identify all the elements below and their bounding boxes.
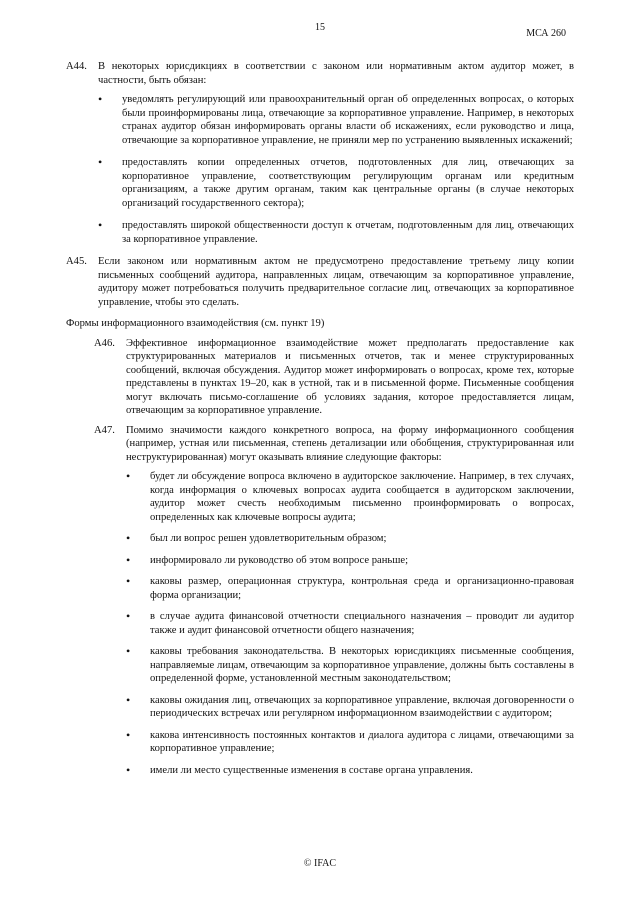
paragraph-text: В некоторых юрисдикциях в соответствии с законом или нормативным актом аудитор может, в частности, быть обязан: bbox=[98, 61, 574, 86]
list-item-text: предоставлять копии определенных отчетов, подготовленных для лиц, отвечающих за корпоративное управление, соответствующим регулирующим органам или кредитным организациям, а также другим органам, таким как центральные органы (в случае некоторых организаций государственного сектора); bbox=[122, 157, 574, 209]
list-item bbox=[124, 645, 574, 686]
paragraph-a45 bbox=[66, 255, 574, 309]
list-item bbox=[124, 764, 574, 778]
list-item bbox=[124, 575, 574, 602]
list-item-text: был ли вопрос решен удовлетворительным образом; bbox=[150, 533, 387, 544]
page-number: 15 bbox=[315, 22, 325, 33]
a47-bullet-list bbox=[124, 470, 574, 777]
bullet-icon: • bbox=[98, 218, 103, 232]
bullet-icon: • bbox=[126, 574, 131, 588]
bullet-icon: • bbox=[126, 552, 131, 567]
list-item-text: предоставлять широкой общественности доступ к отчетам, подготовленным для лиц, отвечающих за корпоративное управление. bbox=[122, 220, 574, 245]
list-item-text: каковы размер, операционная структура, контрольная среда и организационно-правовая форма организации; bbox=[150, 576, 574, 601]
page-content bbox=[66, 60, 574, 785]
bullet-icon: • bbox=[126, 692, 131, 707]
list-item bbox=[96, 219, 574, 246]
bullet-icon: • bbox=[126, 727, 131, 742]
list-item-text: информировало ли руководство об этом вопросе раньше; bbox=[150, 554, 409, 566]
paragraph-number: A47. bbox=[94, 424, 115, 436]
list-item-text: каковы ожидания лиц, отвечающих за корпоративное управление, включая договоренности о периодических встречах или регулярном информационном взаимодействии с аудитором; bbox=[150, 694, 574, 719]
paragraph-a47 bbox=[94, 424, 574, 465]
paragraph-text: Помимо значимости каждого конкретного вопроса, на форму информационного сообщения (например, устная или письменная, степень детализации или обобщения, структурированная или неструктурированная) могут оказывать влияние следующие факторы: bbox=[126, 424, 574, 463]
list-item-text: какова интенсивность постоянных контактов и диалога аудитора с лицами, отвечающими за корпоративное управление; bbox=[150, 729, 574, 754]
list-item bbox=[124, 694, 574, 721]
list-item bbox=[124, 610, 574, 637]
document-code: МСА 260 bbox=[526, 28, 566, 39]
bullet-icon: • bbox=[126, 762, 131, 777]
list-item bbox=[96, 93, 574, 147]
list-item bbox=[124, 729, 574, 756]
list-item-text: будет ли обсуждение вопроса включено в аудиторское заключение. Например, в тех случаях, когда информация о ключевых вопросах аудита сообщается в аудиторском заключении, аудитор может счесть необходимым письменно проинформировать о вопросах, определенных как ключевые вопросы аудита; bbox=[150, 471, 574, 523]
list-item bbox=[124, 470, 574, 524]
list-item-text: в случае аудита финансовой отчетности специального назначения – проводит ли аудитор также и аудит финансовой отчетности общего назначения; bbox=[150, 611, 574, 636]
list-item-text: уведомлять регулирующий или правоохранительный орган об определенных вопросах, о которых были проинформированы лица, отвечающие за корпоративное управление. Например, в некоторых странах аудитор обязан информировать органы власти об искажениях, если руководство и лица, отвечающие за корпоративное управление, не приняли мер по устранению выявленных искажений; bbox=[122, 94, 574, 146]
bullet-icon: • bbox=[126, 644, 131, 658]
section-heading: Формы информационного взаимодействия (см. пункт 19) bbox=[66, 318, 325, 329]
bullet-icon: • bbox=[126, 609, 131, 623]
list-item bbox=[124, 554, 574, 568]
paragraph-number: A46. bbox=[94, 337, 115, 349]
paragraph-number: A45. bbox=[66, 256, 87, 267]
list-item-text: имели ли место существенные изменения в составе органа управления. bbox=[150, 764, 473, 776]
bullet-icon: • bbox=[98, 92, 103, 106]
list-item-text: каковы требования законодательства. В некоторых юрисдикциях письменные сообщения, направляемые лицам, отвечающим за корпоративное управление, должны быть составлены в определенной форме, установленной местным законодательством; bbox=[150, 646, 574, 684]
paragraph-text: Эффективное информационное взаимодействие может предполагать предоставление как структурированных материалов и письменных отчетов, так и менее структурированных сообщений, включая обсуждения. Аудитор может информировать о вопросах, кроме тех, которые представлены в пунктах 19–20, как в устной, так и в письменной форме. Письменные сообщения могут включать письмо-соглашение об условиях задания, которое предоставляется лицам, отвечающим за корпоративное управление. bbox=[126, 337, 574, 416]
bullet-icon: • bbox=[126, 531, 131, 545]
paragraph-a44 bbox=[66, 60, 574, 87]
copyright-footer: © IFAC bbox=[303, 858, 337, 869]
a44-bullet-list bbox=[96, 93, 574, 246]
bullet-icon: • bbox=[98, 155, 103, 169]
bullet-icon: • bbox=[126, 469, 131, 483]
paragraph-text: Если законом или нормативным актом не предусмотрено предоставление третьему лицу копии письменных сообщений аудитора, направленных лицам, отвечающим за корпоративное управление, аудитору может потребоваться получить предварительное согласие лиц, отвечающих за корпоративное управление, чтобы это сделать. bbox=[98, 256, 574, 308]
paragraph-a46 bbox=[94, 337, 574, 418]
list-item bbox=[124, 532, 574, 546]
paragraph-number: A44. bbox=[66, 61, 87, 72]
list-item bbox=[96, 156, 574, 210]
